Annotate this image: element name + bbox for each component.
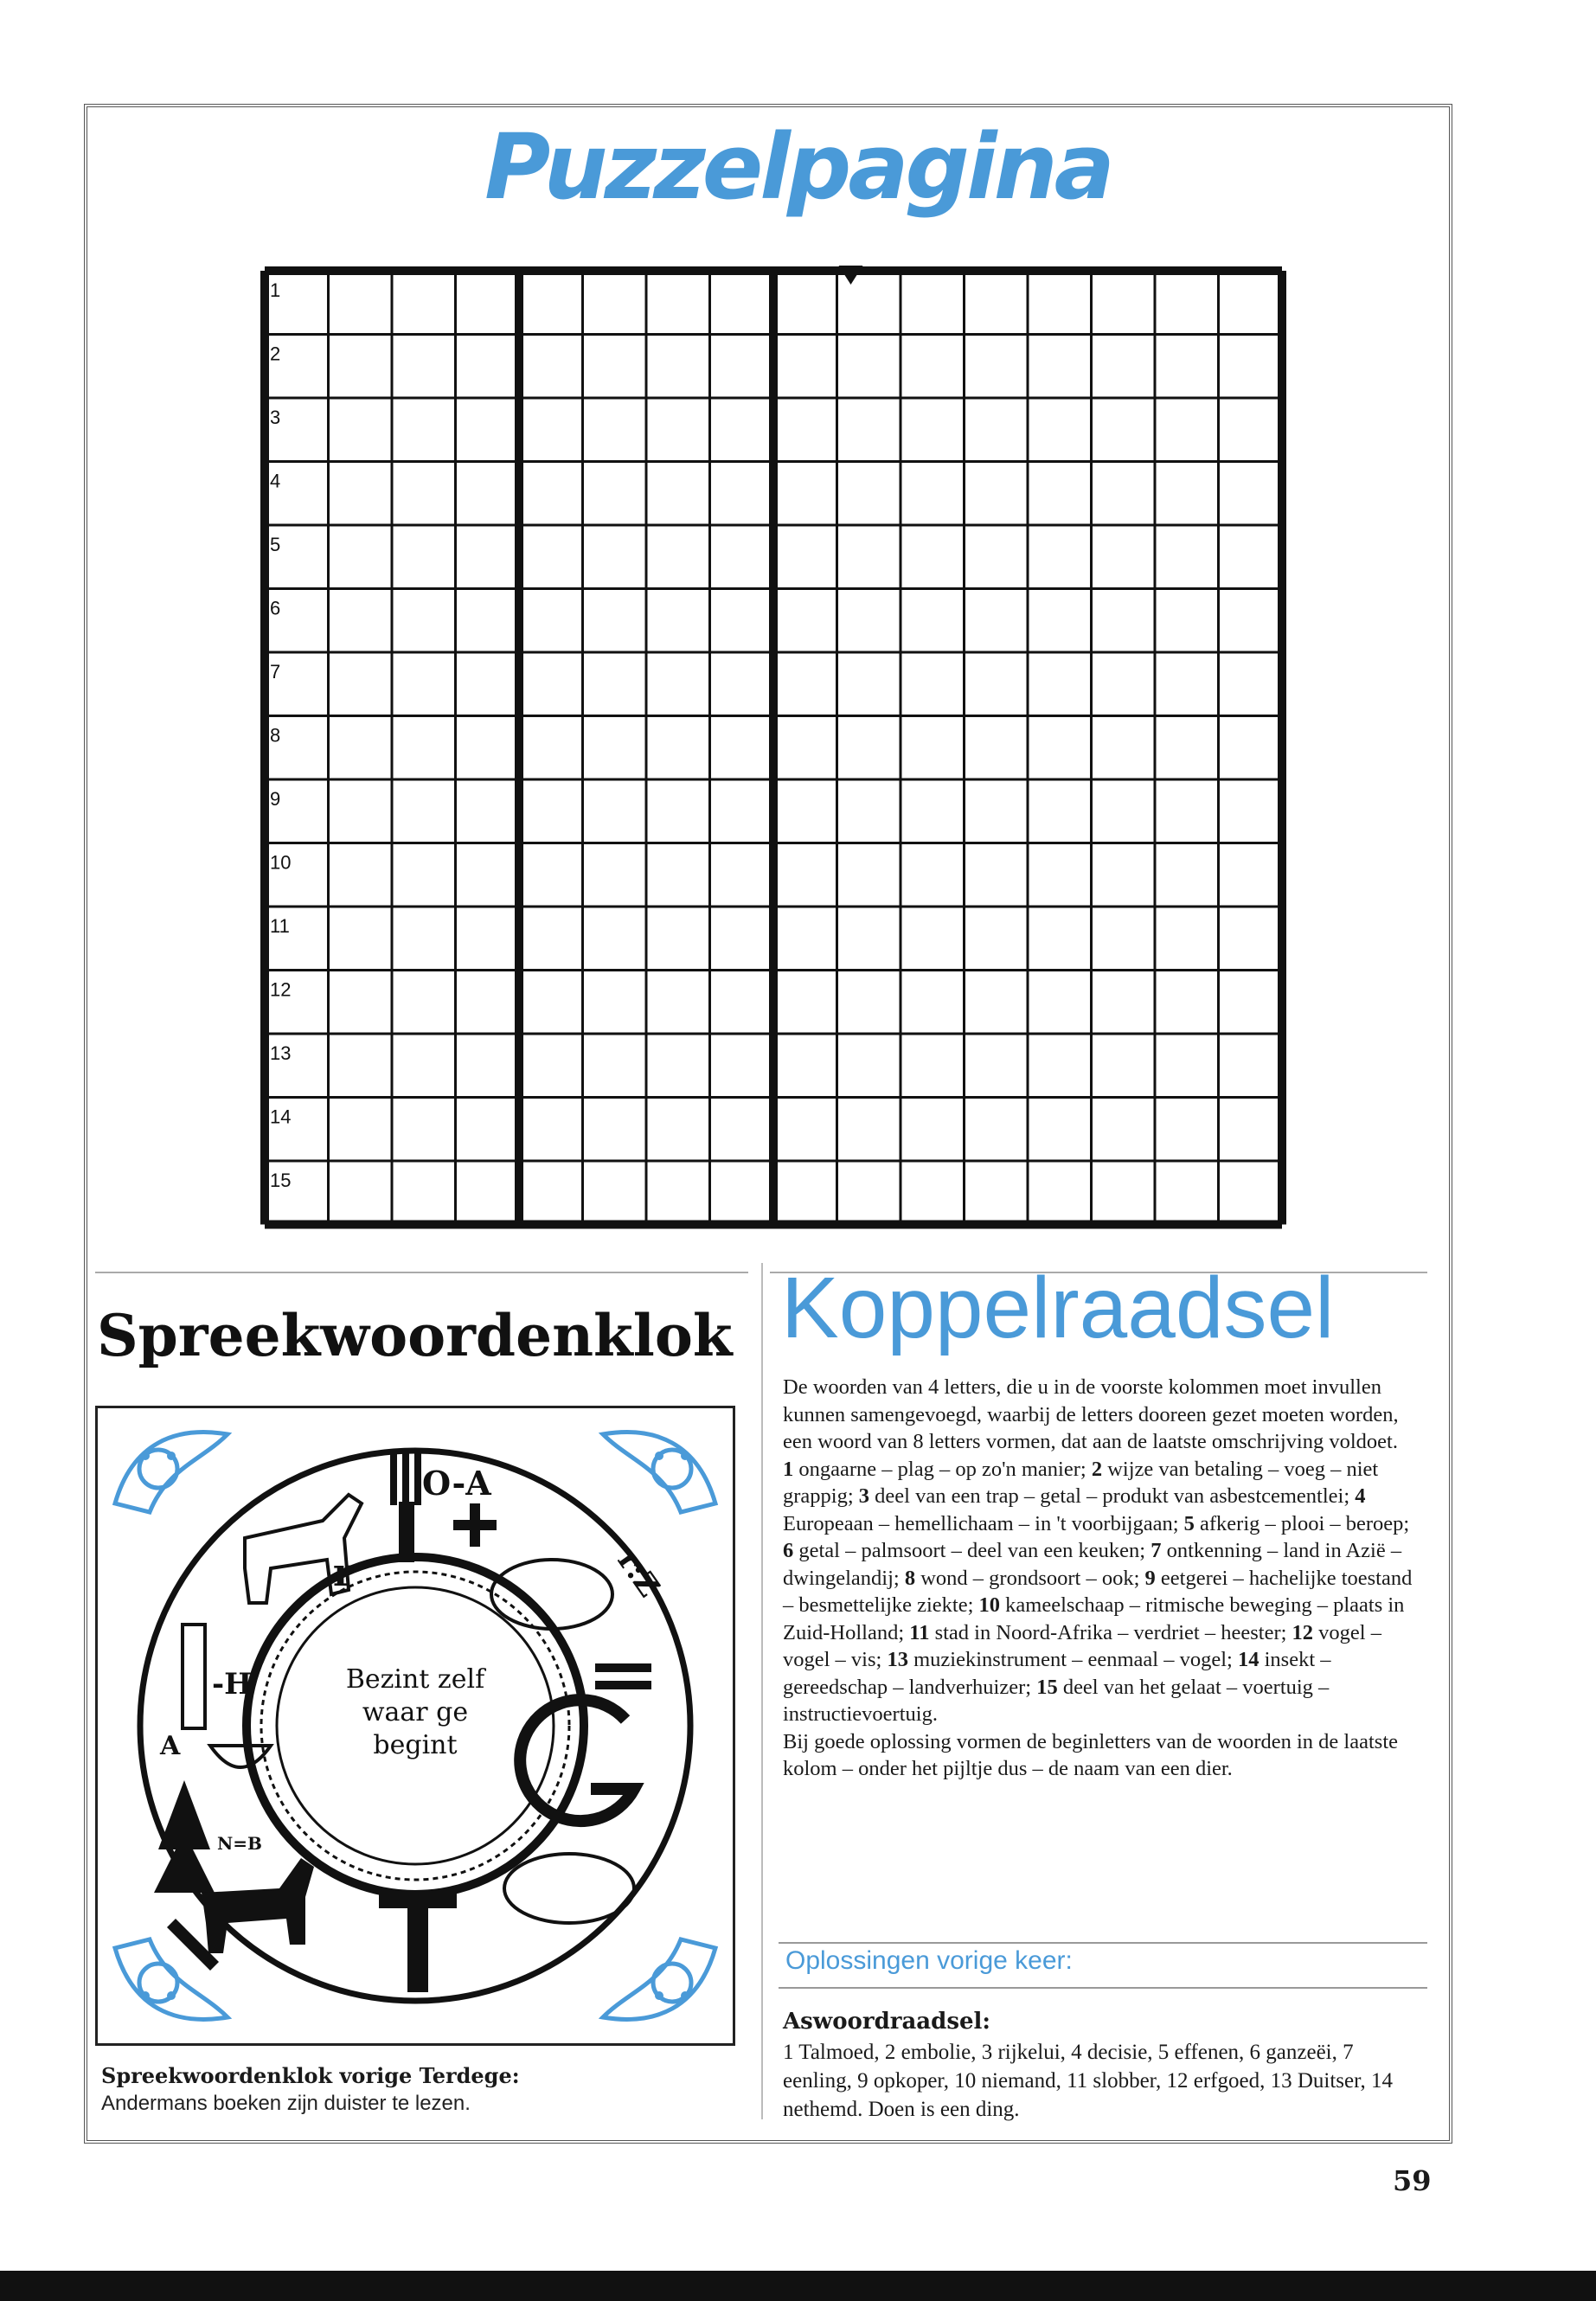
ornament-dot	[681, 1991, 689, 2000]
clue-text: kameelschaap – ritmische beweging – plaats in Zuid-Holland;	[783, 1593, 1405, 1644]
clue-number: 2	[1091, 1457, 1108, 1481]
clock-text-line: Bezint zelf	[345, 1664, 485, 1695]
clue-glyph: O-A	[422, 1464, 491, 1503]
clue-number: 6	[783, 1539, 799, 1562]
solutions-heading: Oplossingen vorige keer:	[785, 1946, 1073, 1975]
ornament-dot	[681, 1452, 689, 1460]
clue-text: getal – palmsoort – deel van een keuken;	[798, 1539, 1151, 1562]
ornament-dot	[655, 1452, 663, 1460]
grid-row-number: 4	[270, 470, 281, 492]
clue-text: wijze van betaling – voeg – niet grappig;	[783, 1457, 1379, 1508]
grid-row-number: 6	[270, 597, 281, 619]
clue-text: stad in Noord-Afrika – verdriet – heester;	[934, 1620, 1292, 1644]
clue-glyph: A	[160, 1731, 181, 1761]
clock-text-line: begint	[373, 1730, 458, 1760]
grid-row-number: 1	[270, 279, 281, 301]
clue-number: 5	[1183, 1511, 1201, 1535]
clue-text: vogel – vogel – vis;	[783, 1620, 1381, 1671]
koppelraadsel-text	[783, 1374, 1425, 1783]
koppelraadsel-clues	[783, 1456, 1425, 1728]
bottom-edge	[0, 2271, 1596, 2301]
clue-glyph: -H	[212, 1667, 253, 1702]
clue-text: ongaarne – plag – op zo'n manier;	[798, 1457, 1092, 1481]
koppelraadsel-outro: Bij goede oplossing vormen de beginletters van de woorden in de laatste kolom – onder het pijltje dus – de naam van een dier.	[783, 1729, 1399, 1780]
grid-svg	[258, 264, 1296, 1241]
previous-clock-answer: Andermans boeken zijn duister te lezen.	[101, 2092, 471, 2115]
ornament-dot	[141, 1991, 150, 2000]
clue-number: 8	[904, 1566, 921, 1590]
divider-left	[95, 1272, 748, 1273]
koppelraadsel-title: Koppelraadsel	[781, 1259, 1335, 1356]
clue-glyph: r:Z	[610, 1544, 667, 1604]
grid-row-number: 9	[270, 788, 281, 810]
clue-text: deel van een trap – getal – produkt van asbestcementlei;	[875, 1484, 1356, 1508]
column-separator	[761, 1263, 763, 2119]
clue-number: 4	[1355, 1484, 1366, 1508]
clue-text: Europeaan – hemellichaam – in 't voorbijgaan;	[783, 1511, 1184, 1535]
fork-icon	[390, 1453, 397, 1505]
grid-row-number: 8	[270, 724, 281, 747]
clue-number: 3	[858, 1484, 875, 1508]
clue-text: insekt – gereedschap – landverhuizer;	[783, 1648, 1331, 1699]
ornament-top-right	[603, 1433, 715, 1512]
previous-clock-label: Spreekwoordenklok vorige Terdege:	[101, 2063, 520, 2088]
ornament-dot	[167, 1452, 176, 1460]
grid-row-number: 2	[270, 343, 281, 365]
clue-number: 14	[1237, 1648, 1265, 1671]
ornament-bottom-right	[603, 1939, 715, 2019]
grid-row-number: 5	[270, 534, 281, 555]
grid-row-number: 12	[270, 978, 292, 1001]
clue-number: 15	[1036, 1675, 1063, 1699]
clue-text: afkerig – plooi – beroep;	[1200, 1511, 1410, 1535]
clue-number: 1	[783, 1457, 799, 1481]
clock-text-line: waar ge	[362, 1697, 469, 1727]
clue-number: 13	[887, 1648, 914, 1671]
clue-number: 9	[1144, 1566, 1161, 1590]
puzzle-grid	[258, 264, 1296, 1241]
page-number: 59	[1393, 2164, 1432, 2197]
grid-row-number: 11	[270, 915, 290, 937]
grid-row-number: 15	[270, 1170, 292, 1191]
solutions-title: Aswoordraadsel:	[783, 2009, 990, 2035]
clue-text: deel van het gelaat – voertuig – instructievoertuig.	[783, 1675, 1330, 1726]
clue-number: 12	[1292, 1620, 1319, 1644]
koppelraadsel-intro: De woorden van 4 letters, die u in de voorste kolommen moet invullen kunnen samengevoegd, waarbij de letters dooreen gezet moeten worden, een woord van 8 letters vormen, dat aan de laatste omschrijving voldoet.	[783, 1375, 1399, 1453]
clue-text: wond – grondsoort – ook;	[920, 1566, 1145, 1590]
clue-number: 11	[909, 1620, 935, 1644]
ornament-dot	[141, 1452, 150, 1460]
solutions-text: 1 Talmoed, 2 embolie, 3 rijkelui, 4 decisie, 5 effenen, 6 ganzeëi, 7 eenling, 9 opkoper, 10 niemand, 11 slobber, 12 erfgoed, 13 Duitser, 14 nethemd. Doen is een ding.	[783, 2041, 1393, 2121]
proverb-clock	[95, 1406, 735, 2046]
grid-row-number: 3	[270, 407, 281, 428]
rat-icon	[491, 1560, 612, 1629]
ornament-top-left	[115, 1433, 228, 1512]
clue-number: 10	[978, 1593, 1006, 1617]
clue-text: ontkenning – land in Azië – dwingelandij;	[783, 1539, 1402, 1590]
grid-row-number: 10	[270, 851, 292, 874]
grid-row-number: 14	[270, 1106, 292, 1128]
ornament-dot	[167, 1991, 176, 2000]
clue-text: muziekinstrument – eenmaal – vogel;	[913, 1648, 1238, 1671]
grid-row-number: 7	[270, 661, 281, 683]
ornament-dot	[655, 1991, 663, 2000]
grid-row-number: 13	[270, 1042, 292, 1064]
deer-icon	[202, 1858, 314, 1953]
spreekwoordenklok-title: Spreekwoordenklok	[97, 1302, 733, 1369]
clue-glyph: N=B	[217, 1833, 262, 1854]
sheep-icon	[504, 1854, 634, 1923]
clock-center-text	[98, 1663, 733, 1762]
clue-glyph: r	[333, 1551, 354, 1595]
clue-text: eetgerei – hachelijke toestand – besmettelijke ziekte;	[783, 1566, 1413, 1617]
clue-number: 7	[1151, 1539, 1167, 1562]
page-title: Puzzelpagina	[484, 114, 1112, 220]
